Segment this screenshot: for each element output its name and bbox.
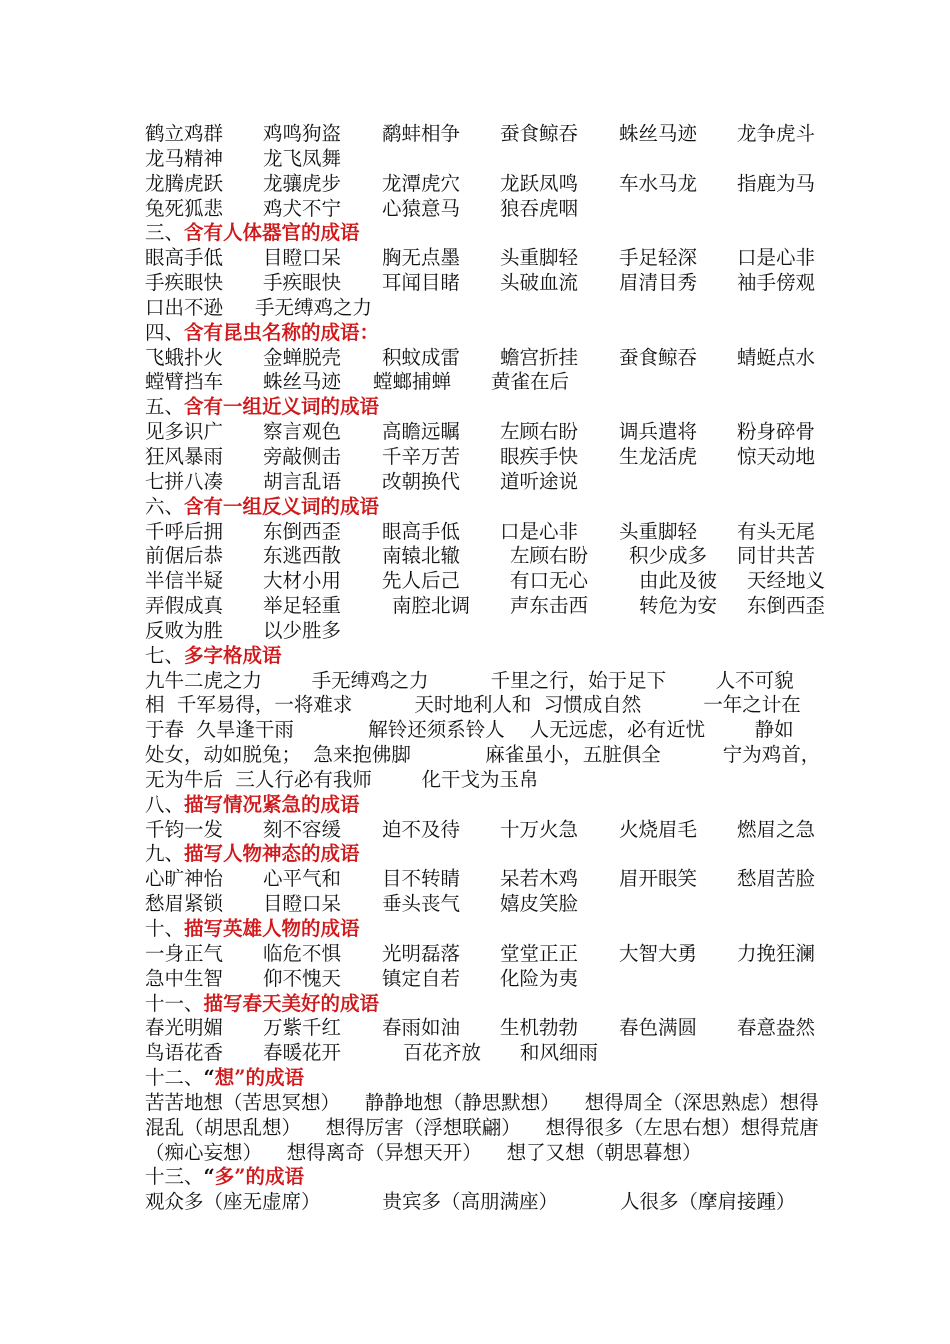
idiom: 临危不惧 bbox=[263, 941, 342, 965]
idiom: 举足轻重 bbox=[263, 594, 342, 618]
idiom: 手疾眼快 bbox=[263, 271, 342, 295]
section-heading bbox=[145, 793, 845, 818]
section-title: 描写英雄人物的成语 bbox=[184, 917, 360, 940]
idiom: 狂风暴雨 bbox=[145, 444, 224, 468]
idiom: 惊天动地 bbox=[737, 444, 816, 468]
idiom-row bbox=[145, 892, 845, 917]
section-number: 十、 bbox=[145, 917, 185, 940]
idiom: 一身正气 bbox=[145, 941, 224, 965]
idiom: 光明磊落 bbox=[382, 941, 461, 965]
section-title: 含有一组反义词的成语 bbox=[184, 494, 380, 518]
idiom: 蛛丝马迹 bbox=[263, 370, 342, 394]
idiom: 调兵遣将 bbox=[619, 420, 698, 444]
idiom: 心旷神怡 bbox=[145, 867, 224, 891]
section-number: 八、 bbox=[145, 792, 185, 816]
idiom: 反败为胜 bbox=[145, 618, 224, 642]
idiom: 春雨如油 bbox=[382, 1016, 461, 1040]
section-title: 描写情况紧急的成语 bbox=[184, 792, 360, 816]
idiom: 生龙活虎 bbox=[619, 444, 698, 468]
idiom: 眉开眼笑 bbox=[619, 867, 698, 891]
idiom: 道听途说 bbox=[500, 469, 579, 493]
idiom: 镇定自若 bbox=[382, 966, 461, 990]
idiom: 头重脚轻 bbox=[500, 246, 579, 270]
idiom-row bbox=[145, 520, 845, 545]
idiom: 力挽狂澜 bbox=[737, 941, 816, 965]
section-title: 含有昆虫名称的成语： bbox=[184, 320, 380, 344]
section-heading bbox=[145, 644, 845, 669]
idiom: 火烧眉毛 bbox=[619, 817, 698, 841]
idiom: 眼高手低 bbox=[145, 246, 224, 270]
idiom: 生机勃勃 bbox=[500, 1016, 579, 1040]
idiom-row bbox=[145, 544, 845, 569]
idiom: 鸡鸣狗盗 bbox=[263, 122, 342, 145]
section-number: 十二、 bbox=[145, 1066, 204, 1090]
section-title: “多”的成语 bbox=[203, 1165, 304, 1189]
idiom: 百花齐放 bbox=[403, 1041, 482, 1065]
idiom: 飞蛾扑火 bbox=[145, 345, 224, 369]
idiom: 十万火急 bbox=[500, 817, 579, 841]
idiom-row bbox=[145, 619, 845, 644]
idiom-row bbox=[145, 569, 845, 594]
idiom: 螳臂挡车 bbox=[145, 370, 224, 394]
idiom: 改朝换代 bbox=[382, 469, 461, 493]
section-heading bbox=[145, 321, 845, 346]
idiom-row bbox=[145, 346, 845, 371]
section-title: 多字格成语 bbox=[184, 643, 282, 667]
idiom: 见多识广 bbox=[145, 420, 224, 444]
idiom-row bbox=[145, 271, 845, 296]
idiom: 由此及彼 bbox=[639, 569, 718, 593]
text-line: 观众多（座无虚席） 贵宾多（高朋满座） 人很多（摩肩接踵） bbox=[145, 1190, 796, 1214]
idiom: 蚕食鲸吞 bbox=[619, 345, 698, 369]
idiom: 有头无尾 bbox=[737, 519, 816, 543]
idiom: 蚕食鲸吞 bbox=[500, 122, 579, 145]
text-line: 处女，动如脱兔； 急来抱佛脚 麻雀虽小，五脏俱全 宁为鸡首， bbox=[145, 743, 821, 767]
idiom: 察言观色 bbox=[263, 420, 342, 444]
idiom: 春色满圆 bbox=[619, 1016, 698, 1040]
idiom-row bbox=[145, 172, 845, 197]
idiom: 春意盎然 bbox=[737, 1016, 816, 1040]
idiom: 鸟语花香 bbox=[145, 1041, 224, 1065]
idiom: 左顾右盼 bbox=[510, 544, 589, 568]
idiom: 耳闻目睹 bbox=[382, 271, 461, 295]
idiom: 大材小用 bbox=[263, 569, 342, 593]
section-heading bbox=[145, 842, 845, 867]
idiom: 目瞪口呆 bbox=[263, 246, 342, 270]
section-number: 十一、 bbox=[145, 991, 204, 1015]
section-heading bbox=[145, 917, 845, 942]
section-heading bbox=[145, 395, 845, 420]
section-heading bbox=[145, 495, 845, 520]
idiom: 千钧一发 bbox=[145, 817, 224, 841]
idiom: 以少胜多 bbox=[263, 618, 342, 642]
section-heading bbox=[145, 1066, 845, 1091]
idiom-row bbox=[145, 470, 845, 495]
idiom: 胸无点墨 bbox=[382, 246, 461, 270]
idiom: 积少成多 bbox=[629, 544, 708, 568]
idiom: 弄假成真 bbox=[145, 594, 224, 618]
section-title: 含有一组近义词的成语 bbox=[184, 395, 380, 419]
idiom: 鹬蚌相争 bbox=[382, 122, 461, 145]
text-line: （痴心妄想） 想得离奇（异想天开） 想了又想（朝思暮想） bbox=[145, 1140, 702, 1164]
idiom: 天经地义 bbox=[747, 569, 826, 593]
idiom: 和风细雨 bbox=[520, 1041, 599, 1065]
idiom: 左顾右盼 bbox=[500, 420, 579, 444]
idiom: 金蝉脱壳 bbox=[263, 345, 342, 369]
idiom-row bbox=[145, 594, 845, 619]
text-line: 苦苦地想（苦思冥想） 静静地想（静思默想） 想得周全（深思熟虑）想得 bbox=[145, 1090, 819, 1114]
idiom-row bbox=[145, 420, 845, 445]
idiom: 蜻蜓点水 bbox=[737, 345, 816, 369]
section-number: 六、 bbox=[145, 494, 185, 518]
idiom-row bbox=[145, 296, 845, 321]
idiom: 积蚊成雷 bbox=[382, 345, 461, 369]
idiom: 袖手傍观 bbox=[737, 271, 816, 295]
idiom: 南腔北调 bbox=[392, 594, 471, 618]
idiom: 龙跃凤鸣 bbox=[500, 171, 579, 195]
idiom: 鹤立鸡群 bbox=[145, 122, 224, 145]
idiom: 堂堂正正 bbox=[500, 941, 579, 965]
idiom-row bbox=[145, 122, 845, 147]
idiom: 胡言乱语 bbox=[263, 469, 342, 493]
idiom: 目瞪口呆 bbox=[263, 892, 342, 916]
idiom: 龙腾虎跃 bbox=[145, 171, 224, 195]
idiom: 愁眉紧锁 bbox=[145, 892, 224, 916]
section-heading bbox=[145, 221, 845, 246]
section-number: 三、 bbox=[145, 221, 185, 245]
idiom: 蟾宫折挂 bbox=[500, 345, 579, 369]
idiom: 心猿意马 bbox=[382, 196, 461, 220]
idiom: 嬉皮笑脸 bbox=[500, 892, 579, 916]
idiom: 旁敲侧击 bbox=[263, 444, 342, 468]
idiom-row bbox=[145, 246, 845, 271]
idiom: 鸡犬不宁 bbox=[263, 196, 342, 220]
idiom: 大智大勇 bbox=[619, 941, 698, 965]
idiom-row bbox=[145, 370, 845, 395]
section-title: 描写人物神态的成语 bbox=[184, 842, 360, 866]
idiom: 愁眉苦脸 bbox=[737, 867, 816, 891]
idiom: 春暖花开 bbox=[263, 1041, 342, 1065]
section-heading bbox=[145, 992, 845, 1017]
idiom: 南辕北辙 bbox=[382, 544, 461, 568]
idiom: 垂头丧气 bbox=[382, 892, 461, 916]
idiom: 前倨后恭 bbox=[145, 544, 224, 568]
idiom-row bbox=[145, 942, 845, 967]
text-line: 混乱（胡思乱想） 想得厉害（浮想联翩） 想得很多（左思右想）想得荒唐 bbox=[145, 1115, 819, 1139]
idiom: 龙争虎斗 bbox=[737, 122, 816, 145]
document-page bbox=[145, 122, 845, 1215]
idiom: 燃眉之急 bbox=[737, 817, 816, 841]
idiom: 头重脚轻 bbox=[619, 519, 698, 543]
idiom: 狼吞虎咽 bbox=[500, 196, 579, 220]
idiom: 螳螂捕蝉 bbox=[373, 370, 452, 394]
text-line: 无为牛后 三人行必有我师 化干戈为玉帛 bbox=[145, 767, 539, 791]
idiom-row bbox=[145, 867, 845, 892]
idiom: 手足轻深 bbox=[619, 246, 698, 270]
idiom: 手无缚鸡之力 bbox=[255, 295, 373, 319]
idiom: 龙飞凤舞 bbox=[263, 146, 342, 170]
section-title: “想”的成语 bbox=[203, 1066, 304, 1090]
idiom: 半信半疑 bbox=[145, 569, 224, 593]
text-line: 于春 久旱逢干雨 解铃还须系铃人 人无远虑，必有近忧 静如 bbox=[145, 718, 794, 742]
idiom: 口是心非 bbox=[737, 246, 816, 270]
idiom-row bbox=[145, 197, 845, 222]
idiom: 迫不及待 bbox=[382, 817, 461, 841]
idiom-row bbox=[145, 967, 845, 992]
idiom: 春光明媚 bbox=[145, 1016, 224, 1040]
idiom: 心平气和 bbox=[263, 867, 342, 891]
section-title: 描写春天美好的成语 bbox=[203, 991, 380, 1015]
idiom: 口出不逊 bbox=[145, 295, 224, 319]
idiom-row bbox=[145, 445, 845, 470]
section-number: 七、 bbox=[145, 643, 185, 667]
idiom: 东倒西歪 bbox=[263, 519, 342, 543]
idiom: 高瞻远瞩 bbox=[382, 420, 461, 444]
idiom: 急中生智 bbox=[145, 966, 224, 990]
text-line: 九牛二虎之力 手无缚鸡之力 千里之行，始于足下 人不可貌 bbox=[145, 668, 794, 692]
idiom: 指鹿为马 bbox=[737, 171, 816, 195]
idiom: 千辛万苦 bbox=[382, 444, 461, 468]
idiom: 兔死狐悲 bbox=[145, 196, 224, 220]
idiom: 龙骧虎步 bbox=[263, 171, 342, 195]
idiom: 眼疾手快 bbox=[500, 444, 579, 468]
idiom: 龙潭虎穴 bbox=[382, 171, 461, 195]
section-title: 含有人体器官的成语 bbox=[184, 221, 360, 245]
idiom: 声东击西 bbox=[510, 594, 589, 618]
section-number: 四、 bbox=[145, 320, 185, 344]
section-number: 十三、 bbox=[145, 1165, 204, 1189]
idiom-row bbox=[145, 1016, 845, 1041]
idiom: 东倒西歪 bbox=[747, 594, 826, 618]
idiom: 呆若木鸡 bbox=[500, 867, 579, 891]
idiom: 龙马精神 bbox=[145, 146, 224, 170]
idiom: 蛛丝马迹 bbox=[619, 122, 698, 145]
idiom-row bbox=[145, 818, 845, 843]
idiom: 同甘共苦 bbox=[737, 544, 816, 568]
idiom: 东逃西散 bbox=[263, 544, 342, 568]
idiom: 七拼八凑 bbox=[145, 469, 224, 493]
idiom: 车水马龙 bbox=[619, 171, 698, 195]
section-heading bbox=[145, 1165, 845, 1190]
section-number: 五、 bbox=[145, 395, 185, 419]
idiom: 万紫千红 bbox=[263, 1016, 342, 1040]
idiom: 化险为夷 bbox=[500, 966, 579, 990]
idiom: 头破血流 bbox=[500, 271, 579, 295]
idiom: 眉清目秀 bbox=[619, 271, 698, 295]
idiom: 目不转睛 bbox=[382, 867, 461, 891]
idiom: 刻不容缓 bbox=[263, 817, 342, 841]
idiom: 有口无心 bbox=[510, 569, 589, 593]
section-number: 九、 bbox=[145, 842, 185, 866]
idiom: 黄雀在后 bbox=[491, 370, 570, 394]
idiom-row bbox=[145, 1041, 845, 1066]
idiom: 眼高手低 bbox=[382, 519, 461, 543]
idiom: 先人后己 bbox=[382, 569, 461, 593]
text-line: 相 千军易得，一将难求 天时地利人和 习惯成自然 一年之计在 bbox=[145, 693, 801, 717]
idiom: 转危为安 bbox=[639, 594, 718, 618]
idiom: 手疾眼快 bbox=[145, 271, 224, 295]
idiom: 口是心非 bbox=[500, 519, 579, 543]
idiom: 仰不愧天 bbox=[263, 966, 342, 990]
idiom: 粉身碎骨 bbox=[737, 420, 816, 444]
idiom: 千呼后拥 bbox=[145, 519, 224, 543]
idiom-row bbox=[145, 147, 845, 172]
